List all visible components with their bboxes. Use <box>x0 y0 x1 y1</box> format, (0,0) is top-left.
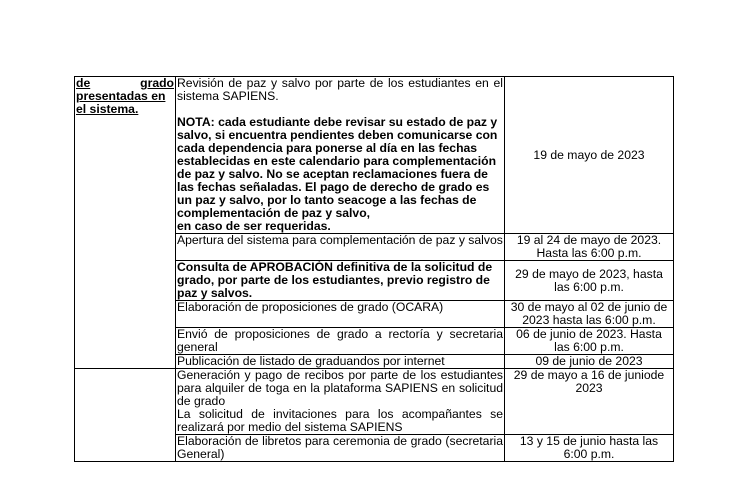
activity-cell <box>176 77 505 234</box>
calendar-table <box>74 76 674 462</box>
activity-text: Revisión de paz y salvo por parte de los estudiantes en el sistema SAPIENS. <box>177 76 503 103</box>
activity-cell <box>176 355 505 369</box>
date-cell: 13 y 15 de junio hasta las 6:00 p.m. <box>505 435 674 462</box>
activity-cell <box>176 301 505 328</box>
date-cell: 19 al 24 de mayo de 2023. Hasta las 6:00 p.m. <box>505 234 674 261</box>
table-row <box>75 77 674 234</box>
date-cell: 30 de mayo al 02 de junio de 2023 hasta las 6:00 p.m. <box>505 301 674 328</box>
activity-text: Envió de proposiciones de grado a rectoría y secretaria general <box>177 327 503 354</box>
activity-cell: Generación y pago de recibos por parte de los estudiantes para alquiler de toga en la plataforma SAPIENS en solicitud de grado La solicitud de invitaciones para los acompañantes se realizará por medio del sistema SAPIENS <box>177 368 503 434</box>
section-label-line-2: presentadas en <box>76 89 166 103</box>
activity-cell <box>176 435 505 462</box>
section-label-line-1: de grado <box>76 76 174 90</box>
activity-cell <box>176 234 505 261</box>
note-text: NOTA: cada estudiante debe revisar su estado de paz y salvo, si encuentra pendientes deben comunicarse con cada dependencia para ponerse al día en las fechas establecidas en este calendario para complementación de paz y salvo. No se aceptan reclamaciones fuera de las fechas señaladas. El pago de derecho de grado es un paz y salvo, por lo tanto seacoge a las fechas de complementación de paz y salvo, en caso de ser requeridas. <box>177 115 498 233</box>
activity-text: Publicación de listado de graduandos por internet <box>177 354 445 368</box>
activity-text: Apertura del sistema para complementación de paz y salvos <box>177 233 503 247</box>
date-cell: 09 de junio de 2023 <box>505 355 674 369</box>
section-label-line-3: el sistema. <box>76 102 139 116</box>
activity-cell <box>176 328 505 355</box>
date-cell <box>505 77 674 234</box>
date-text: 19 de mayo de 2023 <box>533 147 645 162</box>
section-label-cell <box>75 77 176 369</box>
section-label-cell <box>75 369 176 462</box>
date-cell: 06 de junio de 2023. Hasta las 6:00 p.m. <box>505 328 674 355</box>
activity-text: Elaboración de libretos para ceremonia de grado (secretaria General) <box>177 434 503 461</box>
activity-text: Elaboración de proposiciones de grado (OCARA) <box>177 300 444 314</box>
table-row <box>75 369 674 435</box>
date-cell: 29 de mayo a 16 de juniode 2023 <box>505 369 674 435</box>
activity-cell: Consulta de APROBACIÓN definitiva de la solicitud de grado, por parte de los estudiantes, previo registro de paz y salvos. <box>176 261 505 301</box>
date-cell: 29 de mayo de 2023, hasta las 6:00 p.m. <box>505 261 674 301</box>
